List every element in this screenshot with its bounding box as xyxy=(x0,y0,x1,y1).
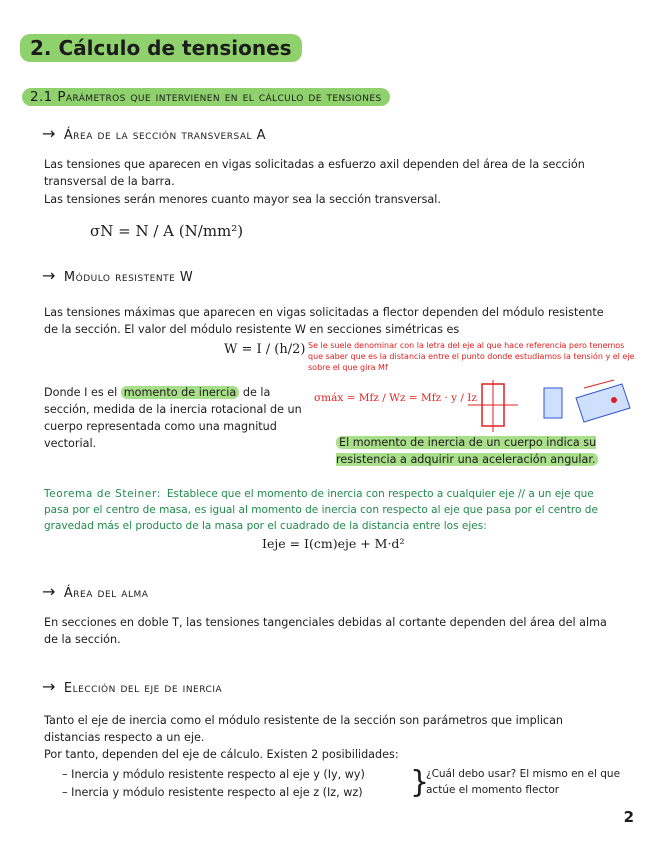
paragraph: Las tensiones que aparecen en vigas solicitadas a esfuerzo axil dependen del área de la sección transversal de la barra. xyxy=(44,158,585,188)
cross-section-sketch xyxy=(464,378,634,438)
steiner-label: Teorema de Steiner: xyxy=(44,488,161,500)
page-title: 2. Cálculo de tensiones xyxy=(20,34,302,62)
arrow-icon: → xyxy=(42,582,56,601)
steiner-block xyxy=(44,486,616,534)
red-annotation: Se le suele denominar con la letra del eje al que hace referencia pero tenemos que saber que es la distancia entre el punto donde estudiamos la tensión y el eje sobre el que gira Mf xyxy=(308,341,635,372)
highlight-momento-inercia: momento de inercia xyxy=(121,386,240,399)
heading-text: Área del alma xyxy=(63,586,149,601)
red-formula: σmáx = Mfz / Wz = Mfz · y / Iz xyxy=(314,392,477,404)
paragraph: Las tensiones serán menores cuanto mayor sea la sección transversal. xyxy=(44,193,441,206)
page-number: 2 xyxy=(623,808,634,826)
heading-alma xyxy=(42,582,148,601)
highlight-definition xyxy=(336,434,618,468)
formula-steiner: Ieje = I(cm)eje + M·d² xyxy=(262,536,405,551)
paragraph: Las tensiones máximas que aparecen en vigas solicitadas a flector dependen del módulo resistente de la sección. El valor del módulo resistente W en secciones simétricas es xyxy=(44,306,604,336)
formula-w: W = I / (h/2) xyxy=(224,342,306,357)
definition-block xyxy=(44,384,314,452)
formula-sigma-n: σN = N / A (N/mm²) xyxy=(90,222,244,240)
highlight-text: El momento de inercia de un cuerpo indica su resistencia a adquirir una aceleración angular. xyxy=(336,436,598,466)
option-eje-z: – Inercia y módulo resistente respecto al eje z (Iz, wz) xyxy=(62,786,363,799)
heading-modulo xyxy=(42,266,193,285)
definition-start: Donde I es el xyxy=(44,386,118,399)
arrow-icon: → xyxy=(42,266,56,285)
brace-icon: } xyxy=(410,765,430,800)
steiner-text: Establece que el momento de inercia con respecto a cualquier eje // a un eje que pasa por el centro de masa, es igual al momento de inercia con respecto al eje que pasa por el centro de gravedad más el producto de la masa por el cuadrado de la distancia entre los ejes: xyxy=(44,488,598,532)
section-subtitle: 2.1 Parámetros que intervienen en el cálculo de tensiones xyxy=(22,88,390,106)
paragraph: Tanto el eje de inercia como el módulo resistente de la sección son parámetros que implican distancias respecto a un eje. xyxy=(44,714,564,744)
choice-note: ¿Cuál debo usar? El mismo en el que actúe el momento flector xyxy=(426,768,621,796)
paragraph: Por tanto, dependen del eje de cálculo. Existen 2 posibilidades: xyxy=(44,748,399,761)
arrow-icon: → xyxy=(42,124,56,143)
paragraph: En secciones en doble T, las tensiones tangenciales debidas al cortante dependen del área del alma de la sección. xyxy=(44,616,607,646)
heading-area-seccion xyxy=(42,124,266,143)
heading-text: Área de la sección transversal A xyxy=(63,128,267,143)
heading-text: Elección del eje de inercia xyxy=(63,681,223,696)
definition-rest: de la sección, medida de la inercia rotacional de un cuerpo representada como una magnitud vectorial. xyxy=(44,386,302,450)
heading-text: Módulo resistente W xyxy=(63,270,194,285)
option-eje-y: – Inercia y módulo resistente respecto al eje y (Iy, wy) xyxy=(62,768,365,781)
heading-eleccion xyxy=(42,677,222,696)
arrow-icon: → xyxy=(42,677,56,696)
